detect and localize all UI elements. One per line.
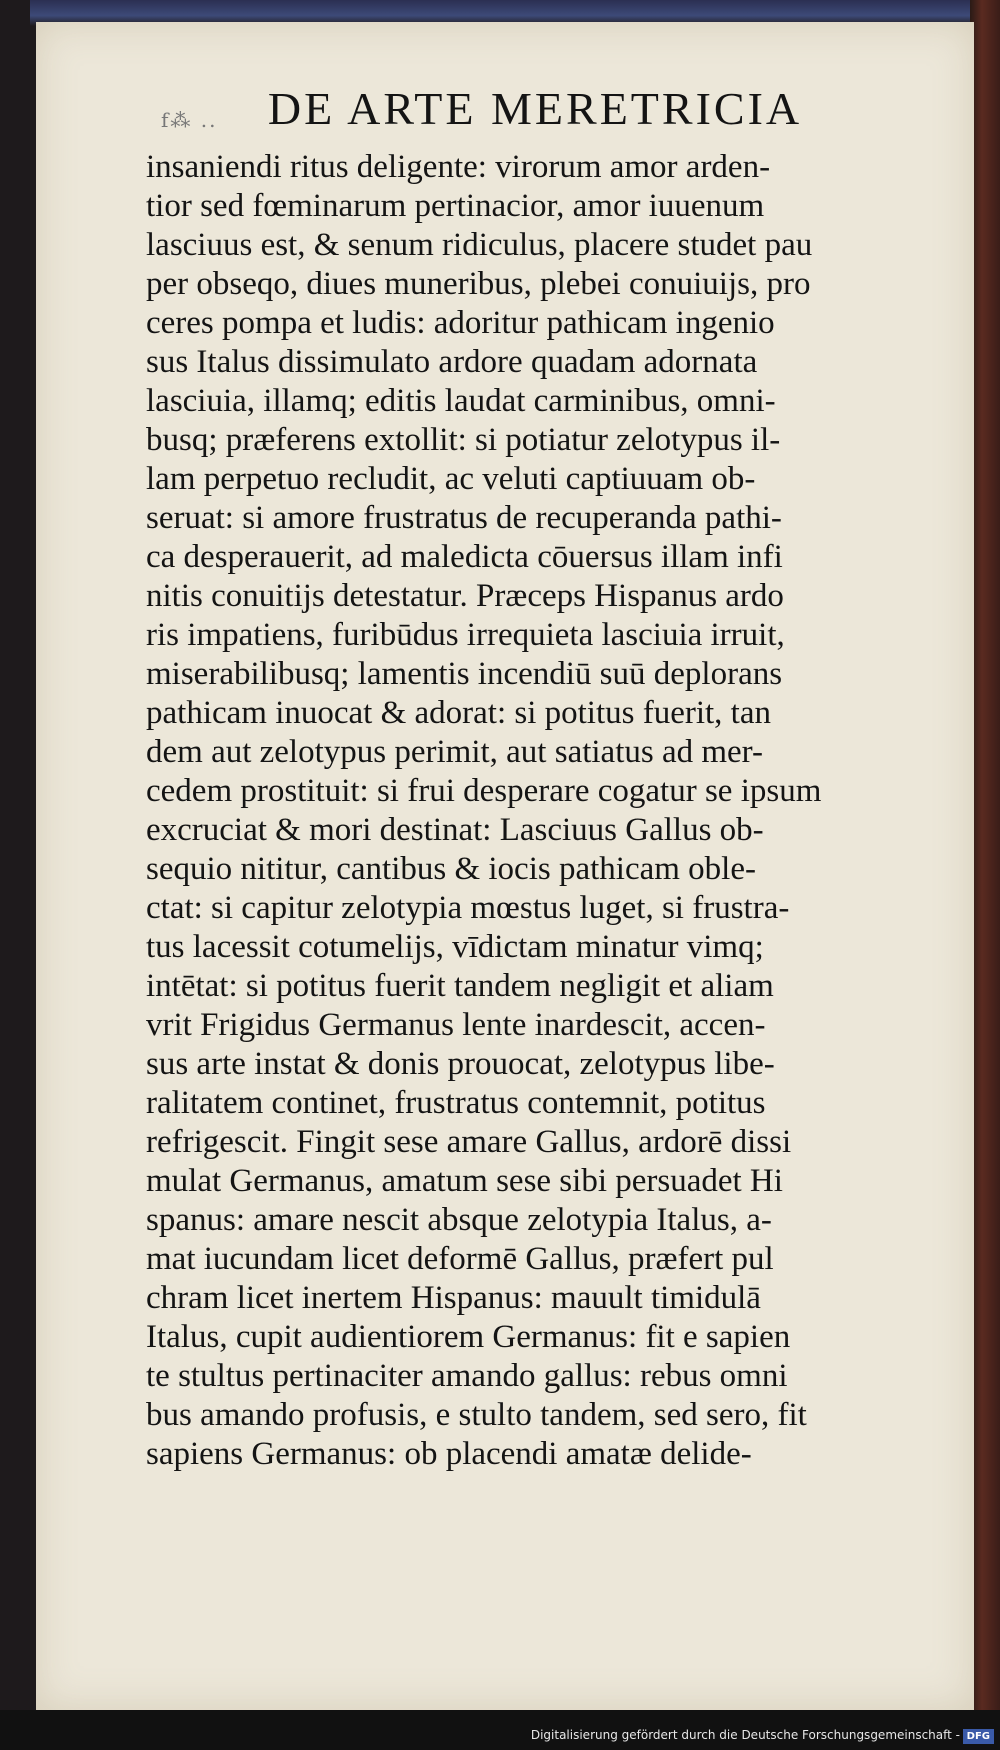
text-line: sus Italus dissimulato ardore quadam adornata xyxy=(146,344,758,380)
text-line: cedem prostituit: si frui desperare cogatur se ipsum xyxy=(146,773,822,809)
text-line: refrigescit. Fingit sese amare Gallus, ardorē dissi xyxy=(146,1124,792,1160)
footer-bar xyxy=(0,1710,1000,1750)
margin-mark: f⁂ .. xyxy=(161,108,218,132)
text-line: sus arte instat & donis prouocat, zelotypus libe- xyxy=(146,1046,775,1082)
text-line: lasciuia, illamq; editis laudat carminibus, omni- xyxy=(146,383,776,419)
text-line: vrit Frigidus Germanus lente inardescit, accen- xyxy=(146,1007,766,1043)
running-head: DE ARTE MERETRICIA xyxy=(267,83,803,134)
text-line: Italus, cupit audientiorem Germanus: fit e sapien xyxy=(146,1319,791,1355)
dfg-logo: DFG xyxy=(963,1729,994,1744)
text-line: ctat: si capitur zelotypia mœstus luget, si frustra- xyxy=(146,890,790,926)
text-line: tior sed fœminarum pertinacior, amor iuuenum xyxy=(146,188,765,224)
text-line: te stultus pertinaciter amando gallus: rebus omni xyxy=(146,1358,788,1394)
text-line: ris impatiens, furibūdus irrequieta lasciuia irruit, xyxy=(146,617,785,653)
text-line: mat iucundam licet deformē Gallus, præfert pul xyxy=(146,1241,774,1277)
text-line: mulat Germanus, amatum sese sibi persuadet Hi xyxy=(146,1163,783,1199)
text-line: miserabilibusq; lamentis incendiū suū deplorans xyxy=(146,656,783,692)
text-line: ralitatem continet, frustratus contemnit, potitus xyxy=(146,1085,766,1121)
text-line: intētat: si potitus fuerit tandem negligit et aliam xyxy=(146,968,774,1004)
text-block xyxy=(146,148,946,1474)
text-line: ceres pompa et ludis: adoritur pathicam ingenio xyxy=(146,305,775,341)
text-line: lasciuus est, & senum ridiculus, placere studet pau xyxy=(146,227,813,263)
text-line: lam perpetuo recludit, ac veluti captiuuam ob- xyxy=(146,461,756,497)
text-line: chram licet inertem Hispanus: mauult timidulā xyxy=(146,1280,761,1316)
text-line: spanus: amare nescit absque zelotypia Italus, a- xyxy=(146,1202,772,1238)
text-line: dem aut zelotypus perimit, aut satiatus ad mer- xyxy=(146,734,763,770)
text-line: bus amando profusis, e stulto tandem, sed sero, fit xyxy=(146,1397,807,1433)
text-line: ca desperauerit, ad maledicta cōuersus illam infi xyxy=(146,539,783,575)
text-line: seruat: si amore frustratus de recuperanda pathi- xyxy=(146,500,782,536)
text-line: sequio nititur, cantibus & iocis pathicam oble- xyxy=(146,851,756,887)
text-line: excruciat & mori destinat: Lasciuus Gallus ob- xyxy=(146,812,764,848)
text-line: per obseqo, diues muneribus, plebei conuiuijs, pro xyxy=(146,266,811,302)
text-line: tus lacessit cotumelijs, vīdictam minatur vimq; xyxy=(146,929,764,965)
text-line: insaniendi ritus deligente: virorum amor arden- xyxy=(146,149,771,185)
text-line: sapiens Germanus: ob placendi amatæ delide- xyxy=(146,1436,752,1472)
text-line: busq; præferens extollit: si potiatur zelotypus il- xyxy=(146,422,781,458)
book-page xyxy=(36,22,974,1710)
text-line: nitis conuitijs detestatur. Præceps Hispanus ardo xyxy=(146,578,784,614)
digitization-credit: Digitalisierung gefördert durch die Deutsche Forschungsgemeinschaft - xyxy=(530,1728,960,1742)
text-line: pathicam inuocat & adorat: si potitus fuerit, tan xyxy=(146,695,772,731)
scan-edge-right xyxy=(970,0,1000,1750)
